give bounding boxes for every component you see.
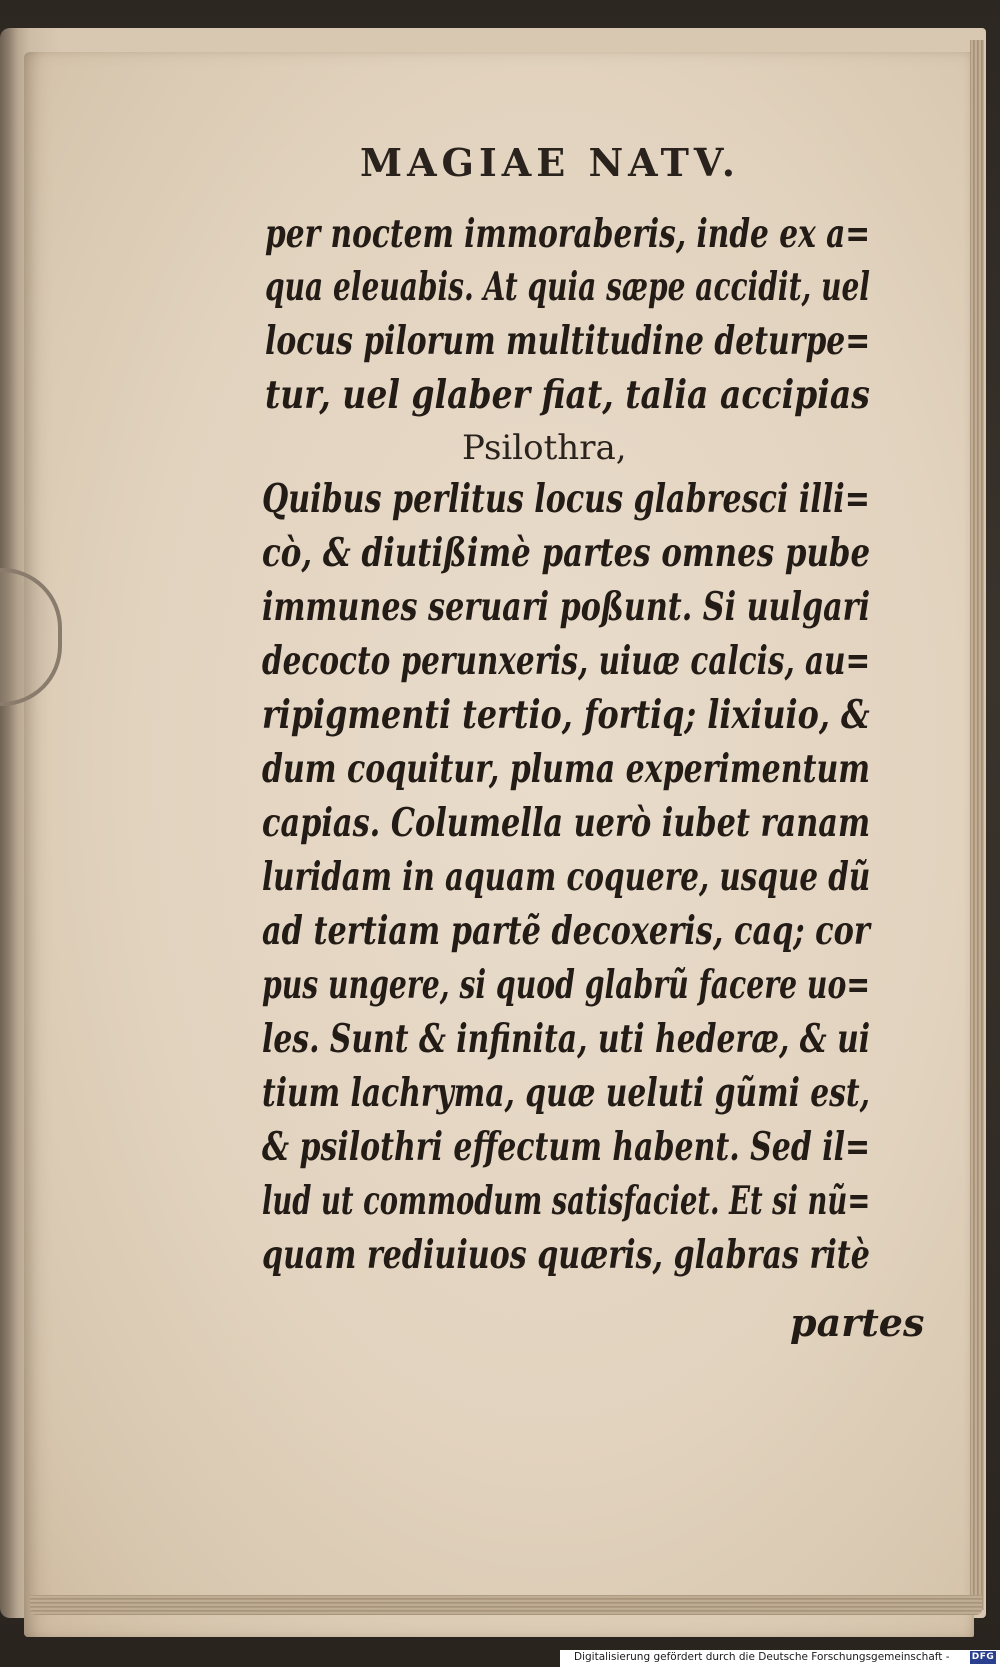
text-line: & psilothri effectum habent. Sed il=: [262, 1124, 871, 1170]
text-line: ripigmenti tertio, fortiq; lixiuio, &: [262, 692, 870, 738]
text-line: immunes seruari poßunt. Si uulgari: [262, 584, 871, 630]
text-line: decocto perunxeris, uiuæ calcis, au=: [262, 638, 871, 684]
text-line: cò, & diutißimè partes omnes pube: [262, 530, 871, 576]
text-line: dum coquitur, pluma experimentum: [262, 746, 871, 792]
text-line: luridam in aquam coquere, usque dũ: [262, 854, 871, 900]
running-head: MAGIAE NATV.: [360, 140, 740, 185]
text-line: tium lachryma, quæ ueluti gũmi est,: [262, 1070, 871, 1116]
text-line: qua eleuabis. At quia sæpe accidit, uel: [265, 264, 870, 310]
text-line: tur, uel glaber fiat, talia accipias: [265, 372, 870, 418]
text-line: les. Sunt & infinita, uti hederæ, & ui: [262, 1016, 871, 1062]
text-line: locus pilorum multitudine deturpe=: [265, 318, 871, 364]
text-line: per noctem immoraberis, inde ex a=: [265, 211, 871, 257]
text-line: quam rediuiuos quæris, glabras ritè: [262, 1232, 870, 1278]
text-line: lud ut commodum satisfaciet. Et si nũ=: [262, 1178, 871, 1224]
digitization-credit: Digitalisierung gefördert durch die Deutsche Forschungsgemeinschaft -: [574, 1651, 950, 1663]
text-line: Quibus perlitus locus glabresci illi=: [262, 476, 870, 522]
dfg-logo: DFG: [971, 1652, 995, 1662]
section-heading: Psilothra,: [462, 428, 627, 468]
text-line: pus ungere, si quod glabrũ facere uo=: [262, 962, 870, 1008]
text-line: ad tertiam partẽ decoxeris, caq; cor: [262, 908, 870, 954]
catchword: partes: [790, 1300, 925, 1345]
text-line: capias. Columella uerò iubet ranam: [262, 800, 871, 846]
